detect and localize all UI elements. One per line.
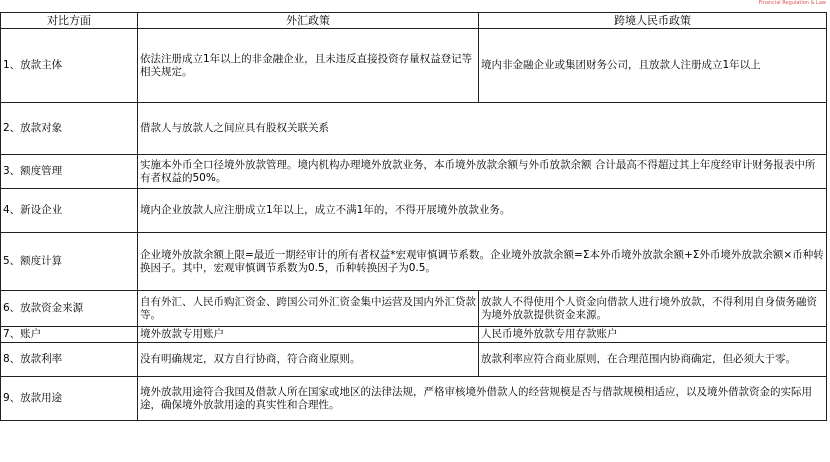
header-fx-policy: 外汇政策: [138, 13, 479, 29]
row-merged-cell: 实施本外币全口径境外放款管理。境内机构办理境外放款业务，本币境外放款余额与外币放款余额 合计最高不得超过其上年度经审计财务报表中所有者权益的50%。: [138, 155, 827, 189]
row-fx-cell: 没有明确规定，双方自行协商，符合商业原则。: [138, 343, 479, 377]
row-aspect: 1、放款主体: [1, 29, 138, 103]
table-row: [1, 343, 827, 377]
watermark-logo: Financial Regulation & Law: [758, 0, 826, 6]
table-row: [1, 189, 827, 233]
row-merged-cell: 借款人与放款人之间应具有股权关联关系: [138, 103, 827, 155]
row-merged-cell: 境内企业放款人应注册成立1年以上，成立不满1年的，不得开展境外放款业务。: [138, 189, 827, 233]
row-aspect: 7、账户: [1, 327, 138, 343]
table-row: [1, 327, 827, 343]
row-aspect: 5、额度计算: [1, 233, 138, 291]
row-rmb-cell: 境内非金融企业或集团财务公司，且放款人注册成立1年以上: [479, 29, 827, 103]
row-aspect: 9、放款用途: [1, 377, 138, 421]
row-aspect: 3、额度管理: [1, 155, 138, 189]
row-rmb-cell: 放款人不得使用个人资金向借款人进行境外放款，不得利用自身债务融资为境外放款提供资金来源。: [479, 291, 827, 327]
row-aspect: 6、放款资金来源: [1, 291, 138, 327]
row-aspect: 2、放款对象: [1, 103, 138, 155]
header-aspect: 对比方面: [1, 13, 138, 29]
table-row: [1, 29, 827, 103]
comparison-table: [0, 12, 827, 421]
row-aspect: 4、新设企业: [1, 189, 138, 233]
table-row: [1, 291, 827, 327]
row-rmb-cell: 人民币境外放款专用存款账户: [479, 327, 827, 343]
row-rmb-cell: 放款利率应符合商业原则，在合理范围内协商确定，但必须大于零。: [479, 343, 827, 377]
table-row: [1, 155, 827, 189]
row-fx-cell: 依法注册成立1年以上的非金融企业，且未违反直接投资存量权益登记等相关规定。: [138, 29, 479, 103]
row-merged-cell: 境外放款用途符合我国及借款人所在国家或地区的法律法规，严格审核境外借款人的经营规模是否与借款规模相适应，以及境外借款资金的实际用途，确保境外放款用途的真实性和合理性。: [138, 377, 827, 421]
row-aspect: 8、放款利率: [1, 343, 138, 377]
table-row: [1, 377, 827, 421]
row-fx-cell: 境外放款专用账户: [138, 327, 479, 343]
header-rmb-policy: 跨境人民币政策: [479, 13, 827, 29]
table-header-row: [1, 13, 827, 29]
row-fx-cell: 自有外汇、人民币购汇资金、跨国公司外汇资金集中运营及国内外汇贷款等。: [138, 291, 479, 327]
table-row: [1, 103, 827, 155]
row-merged-cell: 企业境外放款余额上限=最近一期经审计的所有者权益*宏观审慎调节系数。企业境外放款余额=Σ本外币境外放款余额+Σ外币境外放款余额×币种转换因子。其中，宏观审慎调节系数为0.5，币种转换因子为0.5。: [138, 233, 827, 291]
table-row: [1, 233, 827, 291]
